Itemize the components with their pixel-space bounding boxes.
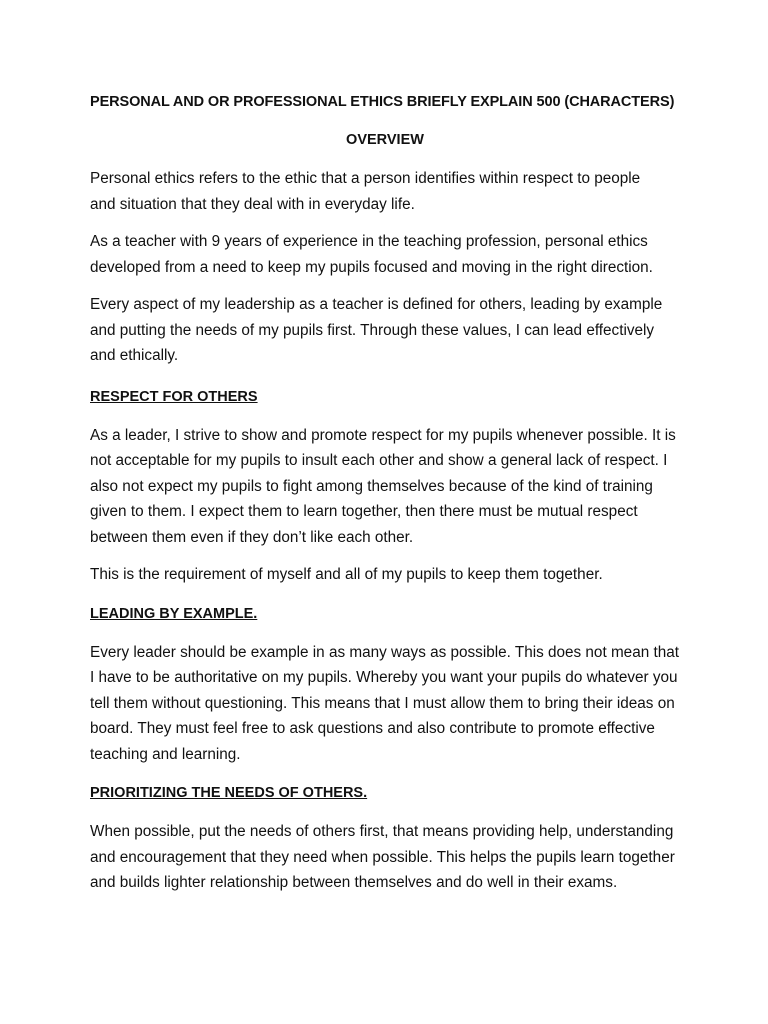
prioritizing-paragraph-1: When possible, put the needs of others first, that means providing help, understanding and encouragement that they need when possible. This helps the pupils learn together and builds lighter relationship between themselves and do well in their exams. — [90, 823, 675, 891]
overview-heading: OVERVIEW — [346, 132, 424, 148]
document-page — [90, 92, 690, 896]
leading-paragraph-1: Every leader should be example in as many ways as possible. This does not mean that I have to be authoritative on my pupils. Whereby you want your pupils do whatever you tell them without questioning. This means that I must allow them to bring their ideas on board. They must feel free to ask questions and also contribute to promote effective teaching and learning. — [90, 643, 679, 763]
section-heading-leading: LEADING BY EXAMPLE. — [90, 605, 258, 622]
overview-paragraph-2: As a teacher with 9 years of experience in the teaching profession, personal ethics developed from a need to keep my pupils focused and moving in the right direction. — [90, 233, 653, 276]
respect-paragraph-1: As a leader, I strive to show and promote respect for my pupils whenever possible. It is not acceptable for my pupils to insult each other and show a general lack of respect. I also not expect my pupils to fight among themselves because of the kind of training given to them. I expect them to learn together, then there must be mutual respect between them even if they don’t like each other. — [90, 426, 676, 546]
document-title: PERSONAL AND OR PROFESSIONAL ETHICS BRIEFLY EXPLAIN 500 (CHARACTERS) — [90, 94, 675, 110]
section-heading-respect: RESPECT FOR OTHERS — [90, 388, 258, 405]
overview-paragraph-1: Personal ethics refers to the ethic that a person identifies within respect to people and situation that they deal with in everyday life. — [90, 170, 641, 213]
section-heading-prioritizing: PRIORITIZING THE NEEDS OF OTHERS. — [90, 785, 368, 801]
respect-paragraph-2: This is the requirement of myself and all of my pupils to keep them together. — [90, 566, 603, 583]
overview-paragraph-3: Every aspect of my leadership as a teacher is defined for others, leading by example and putting the needs of my pupils first. Through these values, I can lead effectively and ethically. — [90, 296, 663, 364]
